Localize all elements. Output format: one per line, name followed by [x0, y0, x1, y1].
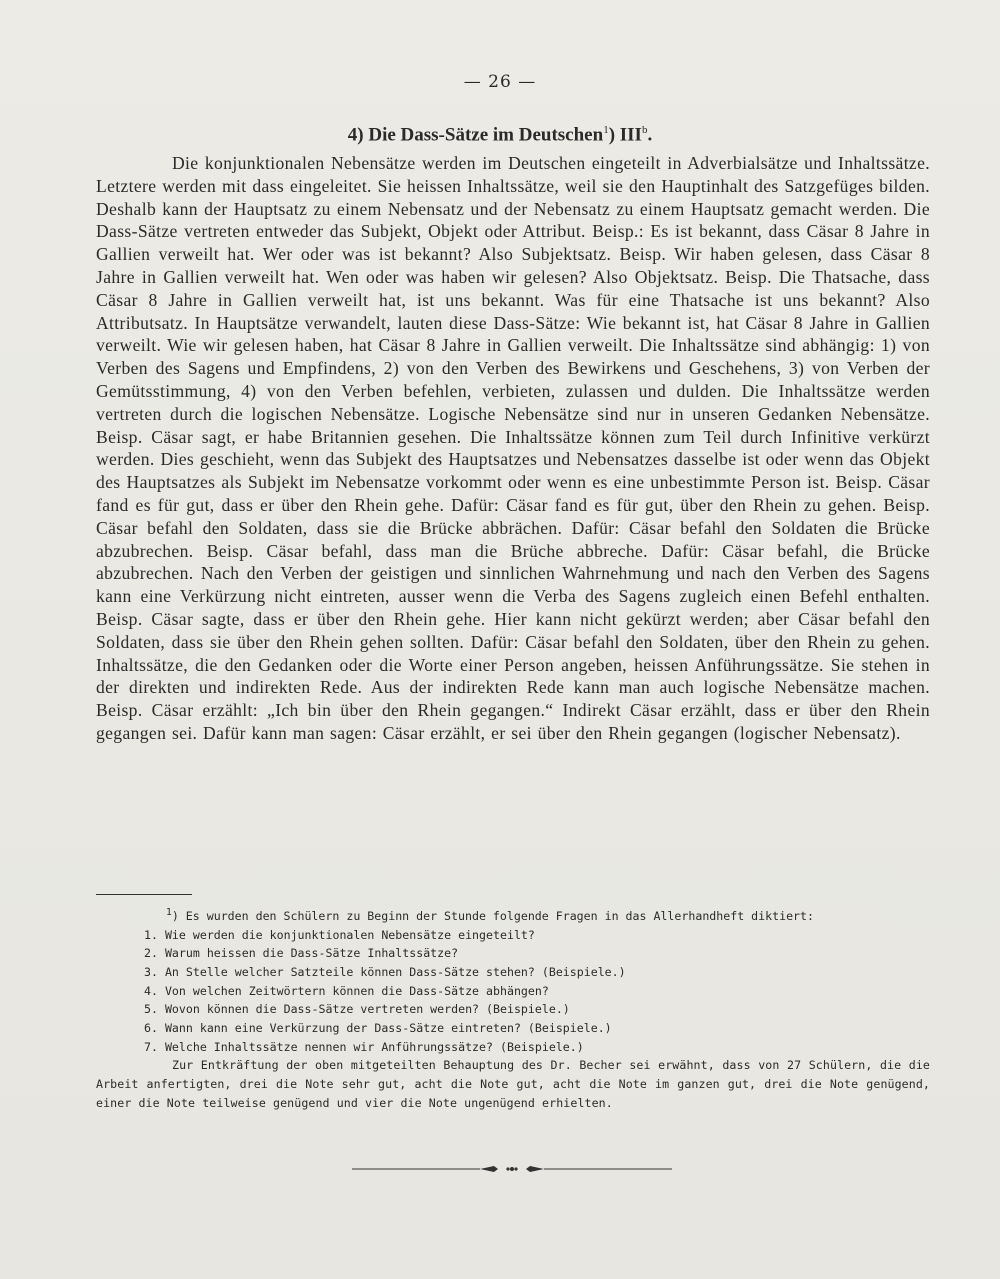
footnote-closing — [96, 1056, 930, 1112]
footnote-intro: $^1$) Es wurden den Schülern zu Beginn der Stunde folgende Fragen in das Allerhandheft diktiert: — [166, 907, 814, 923]
heading-footnote-marker: 1 — [603, 124, 609, 136]
footnote-question: 7. Welche Inhaltssätze nennen wir Anführungssätze? (Beispiele.) — [144, 1039, 584, 1054]
heading-suffix-end: . — [647, 124, 653, 146]
footnote-question: 1. Wie werden die konjunktionalen Nebensätze eingeteilt? — [144, 927, 535, 942]
heading-title: 4) Die Dass-Sätze im Deutschen — [347, 124, 604, 146]
body-text — [96, 152, 930, 745]
body-paragraph: Die konjunktionalen Nebensätze werden im Deutschen eingeteilt in Adverbialsätze und Inhaltssätze. Letztere werden mit dass eingeleitet. Sie heissen Inhaltssätze, weil sie den Hauptinhalt des Satzgefüges bilden. Deshalb kann der Hauptsatz zu einem Nebensatz und der Nebensatz zu einem Hauptsatz gemacht werden. Die Dass-Sätze vertreten entweder das Subjekt, Objekt oder Attribut. Beisp.: Es ist bekannt, dass Cäsar 8 Jahre in Gallien verweilt hat. Wer oder was ist bekannt? Also Subjektsatz. Beisp. Wir haben gelesen, dass Cäsar 8 Jahre in Gallien verweilt hat. Wen oder was haben wir gelesen? Also Objektsatz. Beisp. Die Thatsache, dass Cäsar 8 Jahre in Gallien verweilt hat, ist uns bekannt. Was für eine Thatsache ist uns bekannt? Also Attributsatz. In Hauptsätze verwandelt, lauten diese Dass-Sätze: Wie bekannt ist, hat Cäsar 8 Jahre in Gallien verweilt. Wie wir gelesen haben, hat Cäsar 8 Jahre in Gallien verweilt. Die Inhaltssätze sind abhängig: 1) von Verben des Sagens und Empfindens, 2) von den Verben des Bewirkens und Geschehens, 3) von Verben der Gemütsstimmung, 4) von den Verben befehlen, verbieten, zulassen und dulden. Die Inhaltssätze werden vertreten durch die logischen Nebensätze. Logische Nebensätze sind nur in unseren Gedanken Nebensätze. Beisp. Cäsar sagt, er habe Britannien gesehen. Die Inhaltssätze können zum Teil durch Infinitive verkürzt werden. Dies geschieht, wenn das Subjekt des Hauptsatzes und Nebensatzes dasselbe ist oder wenn das Objekt des Hauptsatzes als Subjekt im Nebensatze vorkommt oder wenn es eine unbestimmte Person ist. Beisp. Cäsar fand es für gut, dass er über den Rhein gehe. Dafür: Cäsar fand es für gut, über den Rhein zu gehen. Beisp. Cäsar befahl den Soldaten, dass sie die Brücke abbrächen. Dafür: Cäsar befahl den Soldaten die Brücke abzubrechen. Beisp. Cäsar befahl, dass man die Brüche abbreche. Dafür: Cäsar befahl, die Brücke abzubrechen. Nach den Verben der geistigen und sinnlichen Wahrnehmung und nach den Verben des Sagens kann eine Verkürzung nicht eintreten, ausser wenn die Verba des Sagens zugleich einen Befehl enthalten. Beisp. Cäsar sagte, dass er über den Rhein gehe. Hier kann nicht gekürzt werden; aber Cäsar befahl den Soldaten, dass sie über den Rhein gehen sollten. Dafür: Cäsar befahl den Soldaten, über den Rhein zu gehen. Inhaltssätze, die den Gedanken oder die Worte einer Person angeben, heissen Anführungssätze. Sie stehen in der direkten und indirekten Rede. Aus der indirekten Rede kann man auch logische Nebensätze machen. Beisp. Cäsar erzählt: „Ich bin über den Rhein gegangen.“ Indirekt Cäsar erzählt, dass er über den Rhein gegangen sei. Dafür kann man sagen: Cäsar erzählt, er sei über den Rhein gegangen (logischer Nebensatz). — [96, 153, 930, 743]
footnotes — [96, 904, 930, 1113]
footnote-marker: 1 — [166, 907, 172, 918]
footnote-question: 5. Wovon können die Dass-Sätze vertreten werden? (Beispiele.) — [144, 1002, 570, 1017]
section-heading: 4) Die Dass-Sätze im Deutschen$^1$) III$^b$. — [347, 124, 653, 146]
footnote-closing-text: Zur Entkräftung der oben mitgeteilten Behauptung des Dr. Becher sei erwähnt, dass von 27 Schülern, die die Arbeit anfertigten, drei die Note sehr gut, acht die Note gut, acht die Note im ganzen gut, drei die Note genügend, einer die Note teilweise genügend und vier die Note ungenügend erhielten. — [96, 1058, 930, 1110]
heading-suffix-sup: b — [641, 124, 648, 136]
footnote-question: 3. An Stelle welcher Satzteile können Dass-Sätze stehen? (Beispiele.) — [144, 964, 626, 979]
page-number: — 26 — — [463, 72, 537, 92]
heading-suffix: III — [619, 124, 642, 146]
footnote-question: 2. Warum heissen die Dass-Sätze Inhaltssätze? — [144, 946, 459, 961]
footnote-question: 4. Von welchen Zeitwörtern können die Dass-Sätze abhängen? — [144, 983, 549, 998]
footnote-question: 6. Wann kann eine Verkürzung der Dass-Sätze eintreten? (Beispiele.) — [144, 1021, 612, 1036]
footnote-intro-text: Es wurden den Schülern zu Beginn der Stunde folgende Fragen in das Allerhandheft diktiert: — [185, 908, 814, 923]
ornament-divider-icon — [352, 1162, 672, 1176]
footnote-divider — [96, 894, 192, 895]
